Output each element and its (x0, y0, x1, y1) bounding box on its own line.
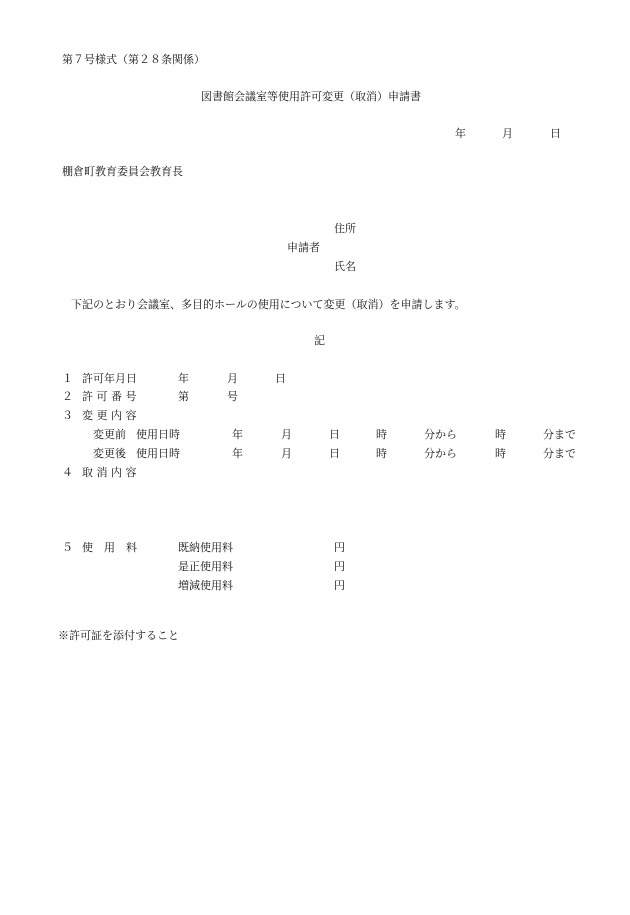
after-hour2: 時 (495, 447, 506, 460)
item-label: 変 更 内 容 (82, 409, 137, 422)
use-datetime-label: 使用日時 (136, 428, 180, 441)
item-number: ３ (62, 409, 73, 422)
after-year: 年 (232, 447, 243, 460)
permit-dai: 第 (178, 390, 189, 403)
before-hour2: 時 (495, 428, 506, 441)
item-number: ２ (62, 390, 73, 403)
document-title: 図書館会議室等使用許可変更（取消）申請書 (201, 90, 421, 103)
date-year: 年 (455, 127, 466, 140)
fee-unit-diff: 円 (334, 579, 345, 592)
after-day: 日 (329, 447, 340, 460)
change-before-label: 変更前 (93, 428, 126, 441)
fee-label-corrected: 是正使用料 (178, 560, 233, 573)
item-label: 取 消 内 容 (82, 466, 137, 479)
date-month: 月 (502, 127, 513, 140)
before-year: 年 (232, 428, 243, 441)
before-month: 月 (281, 428, 292, 441)
after-until: 分まで (543, 447, 576, 460)
after-from: 分から (424, 447, 457, 460)
permit-month: 月 (227, 372, 238, 385)
item-label: 許 可 番 号 (82, 390, 137, 403)
before-until: 分まで (543, 428, 576, 441)
item-number: １ (62, 372, 73, 385)
date-day: 日 (550, 127, 561, 140)
item-number: ５ (62, 541, 73, 554)
ki-heading: 記 (314, 334, 325, 347)
form-number: 第７号様式（第２８条関係） (62, 53, 205, 66)
permit-go: 号 (227, 390, 238, 403)
permit-day: 日 (275, 372, 286, 385)
before-hour: 時 (376, 428, 387, 441)
body-text: 下記のとおり会議室、多目的ホールの使用について変更（取消）を申請します。 (71, 298, 466, 311)
permit-year: 年 (178, 372, 189, 385)
after-hour: 時 (376, 447, 387, 460)
item-label: 使 用 料 (82, 541, 137, 554)
fee-label-diff: 増減使用料 (178, 579, 233, 592)
before-day: 日 (329, 428, 340, 441)
item-number: ４ (62, 466, 73, 479)
item-label: 許可年月日 (82, 372, 137, 385)
before-from: 分から (424, 428, 457, 441)
fee-label-paid: 既納使用料 (178, 541, 233, 554)
change-after-label: 変更後 (93, 447, 126, 460)
applicant-name-label: 氏名 (334, 260, 356, 273)
fee-unit-corrected: 円 (334, 560, 345, 573)
fee-unit-paid: 円 (334, 541, 345, 554)
applicant-address-label: 住所 (334, 222, 356, 235)
after-month: 月 (281, 447, 292, 460)
applicant-label: 申請者 (287, 241, 320, 254)
use-datetime-label: 使用日時 (136, 447, 180, 460)
attachment-note: ※許可証を添付すること (58, 629, 179, 642)
addressee: 棚倉町教育委員会教育長 (62, 165, 183, 178)
